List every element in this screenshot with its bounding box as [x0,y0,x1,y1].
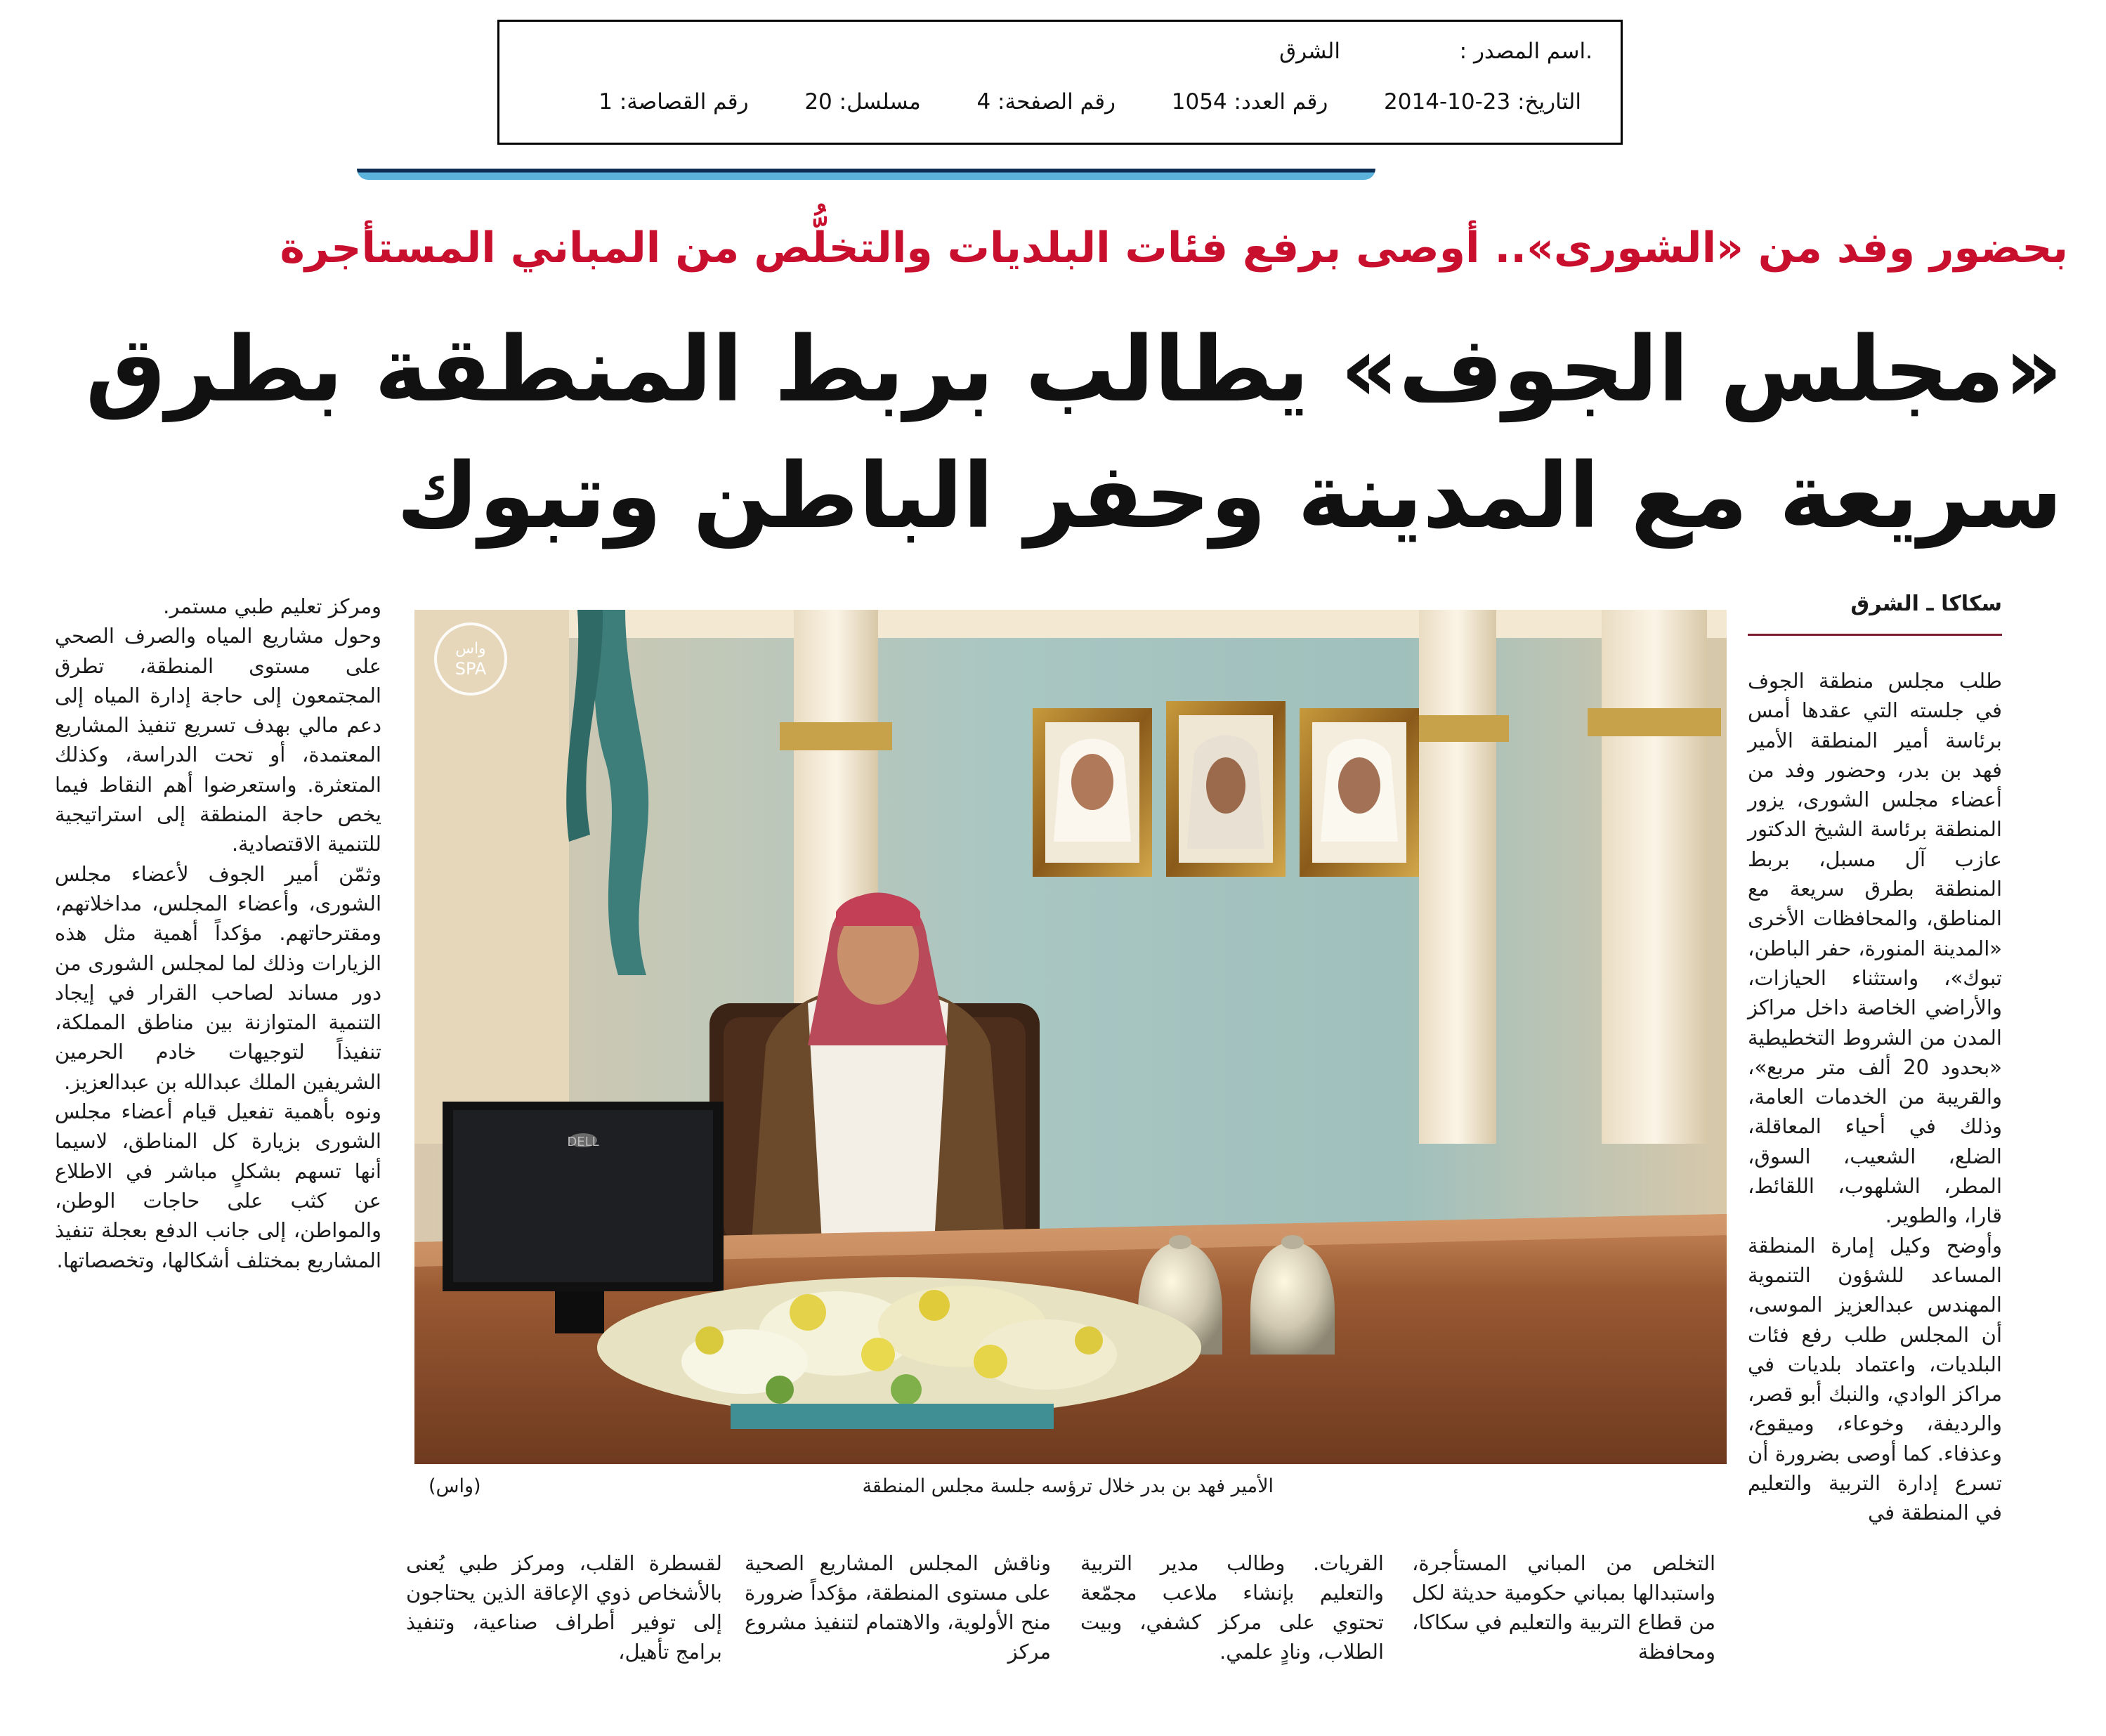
page-value: 4 [976,89,991,115]
kicker-headline: بحضور وفد من «الشورى».. أوصى برفع فئات البلديات والتخلُّص من المباني المستأجرة [280,223,2068,273]
paragraph: ومركز تعليم طبي مستمر. [163,594,381,618]
byline: سكاكا ـ الشرق [1850,592,2002,616]
serial-label: مسلسل: [839,89,921,115]
article-column-bottom-3: وناقش المجلس المشاريع الصحية على مستوى المنطقة، مؤكداً ضرورة منح الأولوية، والاهتمام لتنفيذ مشروع مركز [745,1551,1051,1664]
portrait-frames [1033,701,1419,877]
photo-illustration [414,610,1727,1464]
main-headline-line-1: «مجلس الجوف» يطالب بربط المنطقة بطرق [85,318,2062,422]
meta-row [599,89,1581,115]
article-column-bottom-2: القريات. وطالب مدير التربية والتعليم بإنشاء ملاعب مجمّعة تحتوي على مركز كشفي، وبيت الطلاب، ونادٍ علمي. [1080,1551,1384,1664]
clip-label: رقم القصاصة: [619,89,749,115]
article-column-bottom-4: لقسطرة القلب، ومركز طبي يُعنى بالأشخاص ذوي الإعاقة الذين يحتاجون إلى توفير أطراف صناعية، وتنفيذ برامج تأهيل، [406,1551,722,1664]
article-column-left [55,592,381,1702]
paragraph: وثمّن أمير الجوف لأعضاء مجلس الشورى، وأعضاء المجلس، مداخلاتهم، ومقترحاتهم. مؤكداً أهمية مثل هذه الزيارات وذلك لما لمجلس الشورى من دور مساند لصاحب القرار في إيجاد التنمية المتوازنة بين مناطق المملكة، تنفيذاً لتوجيهات خادم الحرمين الشريفين الملك عبدالله بن عبدالعزيز. [55,861,381,1094]
paragraph: ونوه بأهمية تفعيل قيام أعضاء مجلس الشورى بزيارة كل المناطق، لاسيما أنها تسهم بشكلٍ مباشر في الاطلاع عن كثب على حاجات الوطن، والمواطن، إلى جانب الدفع بعجلة تنفيذ المشاريع بمختلف أشكالها، وتخصصاتها. [55,1099,381,1272]
issue-label: رقم العدد: [1234,89,1328,115]
source-row [1279,39,1592,64]
caption-credit: (واس) [429,1475,481,1497]
date-label: التاريخ: [1517,89,1581,115]
monitor-brand: DELL [567,1135,599,1149]
watermark-arabic: واس [455,640,486,658]
paragraph: وأوضح وكيل إمارة المنطقة المساعد للشؤون التنموية المهندس عبدالعزيز الموسى، أن المجلس طلب رفع فئات البلديات، واعتماد بلديات في مراكز الوادي، والنبك أبو قصر، والرديفة، وخوعاء، وميقوع، وعذفاء. كما أوصى بضرورة أن تسرع إدارة التربية والتعليم في المنطقة في [1748,1233,2002,1525]
clip-value: 1 [599,89,613,115]
photo-caption [414,1475,1727,1508]
paragraph: وحول مشاريع المياه والصرف الصحي على مستوى المنطقة، تطرق المجتمعون إلى حاجة إدارة المياه إلى دعم مالي بهدف تسريع تنفيذ المشاريع المعتمدة، أو تحت الدراسة، وكذلك المتعثرة. واستعرضوا أهم النقاط فيما يخص حاجة المنطقة إلى استراتيجية للتنمية الاقتصادية. [55,624,381,856]
byline-rule [1748,634,2002,636]
article-column-bottom-1: التخلص من المباني المستأجرة، واستبدالها بمباني حكومية حديثة لكل من قطاع التربية والتعليم في سكاكا، ومحافظة [1412,1551,1715,1664]
page-label: رقم الصفحة: [998,89,1116,115]
source-info-box [497,20,1623,145]
article-column-right [1748,666,2002,1706]
article-photo [414,610,1727,1464]
issue-value: 1054 [1171,89,1227,115]
source-label: .اسم المصدر : [1459,39,1592,64]
source-value: الشرق [1279,39,1340,64]
main-headline-line-2: سريعة مع المدينة وحفر الباطن وتبوك [396,444,2062,549]
decorative-bar [357,169,1375,180]
serial-value: 20 [804,89,832,115]
caption-text: الأمير فهد بن بدر خلال ترؤسه جلسة مجلس المنطقة [862,1475,1274,1497]
paragraph: طلب مجلس منطقة الجوف في جلسته التي عقدها أمس برئاسة أمير المنطقة الأمير فهد بن بدر، وحضور وفد من أعضاء مجلس الشورى، يزور المنطقة برئاسة الشيخ الدكتور عازب آل مسبل، بربط المنطقة بطرق سريعة مع المناطق، والمحافظات الأخرى «المدينة المنورة، حفر الباطن، تبوك»، واستثناء الحيازات، والأراضي الخاصة داخل مراكز المدن من الشروط التخطيطية «بحدود 20 ألف متر مربع»، والقريبة من الخدمات العامة، وذلك في أحياء المعاقلة، الضلع، الشعيب، السوق، المطر، الشلهوب، اللقائط، قارا، والطوير. [1748,669,2002,1228]
watermark-latin: SPA [454,659,487,679]
date-value: 2014-10-23 [1384,89,1511,115]
